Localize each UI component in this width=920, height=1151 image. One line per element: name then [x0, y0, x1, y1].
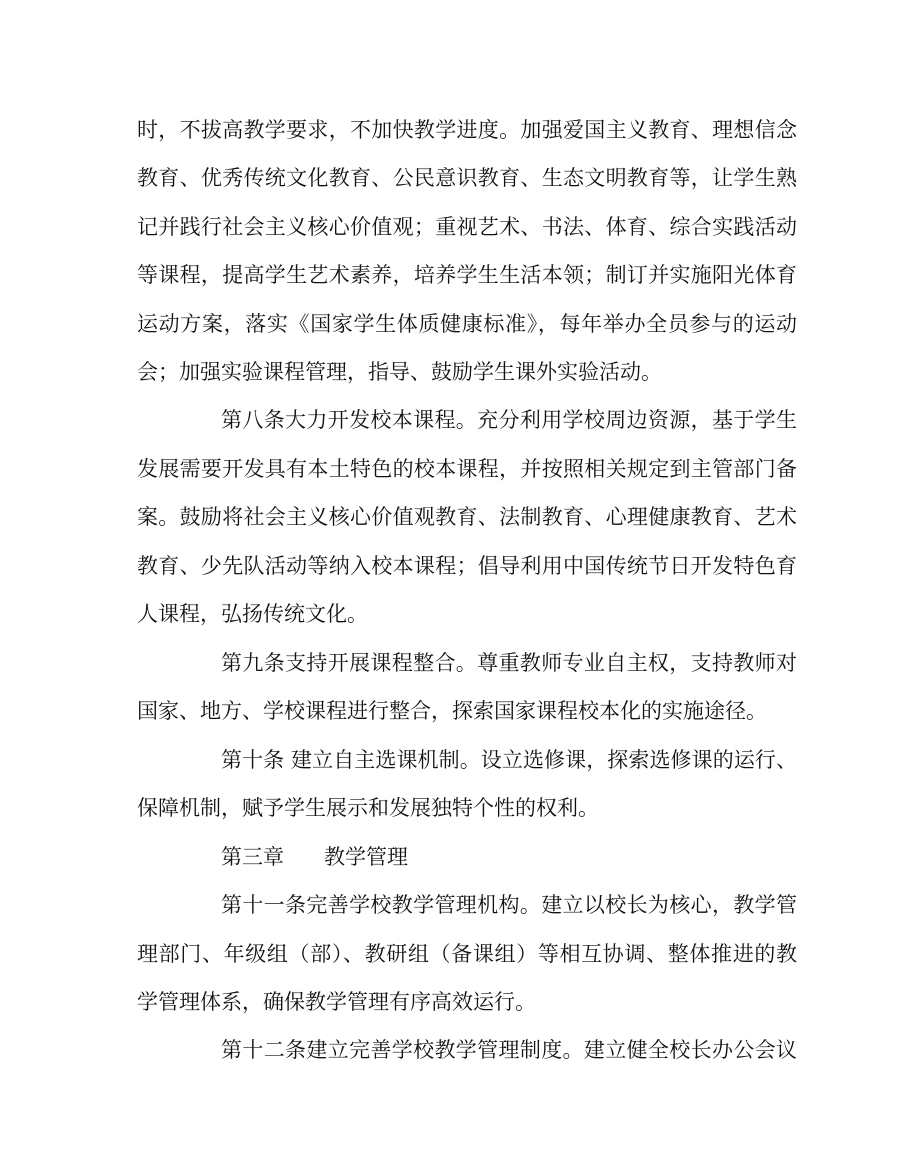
text-line: 人课程，弘扬传统文化。 [137, 602, 368, 626]
text-line: 运动方案，落实《国家学生体质健康标准》，每年举办全员参与的运动 [137, 312, 797, 336]
paragraph-first-line: 第八条大力开发校本课程。充分利用学校周边资源，基于学生 [221, 408, 797, 432]
text-line: 记并践行社会主义核心价值观；重视艺术、书法、体育、综合实践活动 [137, 215, 797, 239]
text-line: 时，不拔高教学要求，不加快教学进度。加强爱国主义教育、理想信念 [137, 118, 797, 142]
text-line: 理部门、年级组（部）、教研组（备课组）等相互协调、整体推进的教 [137, 942, 797, 966]
text-line: 教育、优秀传统文化教育、公民意识教育、生态文明教育等，让学生熟 [137, 166, 797, 190]
text-line: 教育、少先队活动等纳入校本课程；倡导利用中国传统节日开发特色育 [137, 554, 797, 578]
text-line: 国家、地方、学校课程进行整合，探索国家课程校本化的实施途径。 [137, 699, 767, 723]
paragraph-first-line: 第十一条完善学校教学管理机构。建立以校长为核心，教学管 [221, 893, 797, 917]
paragraph-first-line: 第十条 建立自主选课机制。设立选修课，探索选修课的运行、 [221, 748, 797, 772]
text-line: 等课程，提高学生艺术素养，培养学生生活本领；制订并实施阳光体育 [137, 263, 797, 287]
chapter-heading: 第三章 教学管理 [221, 845, 409, 869]
text-line: 保障机制，赋予学生展示和发展独特个性的权利。 [137, 796, 599, 820]
text-line: 案。鼓励将社会主义核心价值观教育、法制教育、心理健康教育、艺术 [137, 505, 797, 529]
text-line: 学管理体系，确保教学管理有序高效运行。 [137, 990, 536, 1014]
text-line: 发展需要开发具有本土特色的校本课程，并按照相关规定到主管部门备 [137, 457, 797, 481]
paragraph-first-line: 第十二条建立完善学校教学管理制度。建立健全校长办公会议 [221, 1038, 797, 1062]
text-line: 会；加强实验课程管理，指导、鼓励学生课外实验活动。 [137, 360, 662, 384]
paragraph-first-line: 第九条支持开展课程整合。尊重教师专业自主权，支持教师对 [221, 651, 797, 675]
